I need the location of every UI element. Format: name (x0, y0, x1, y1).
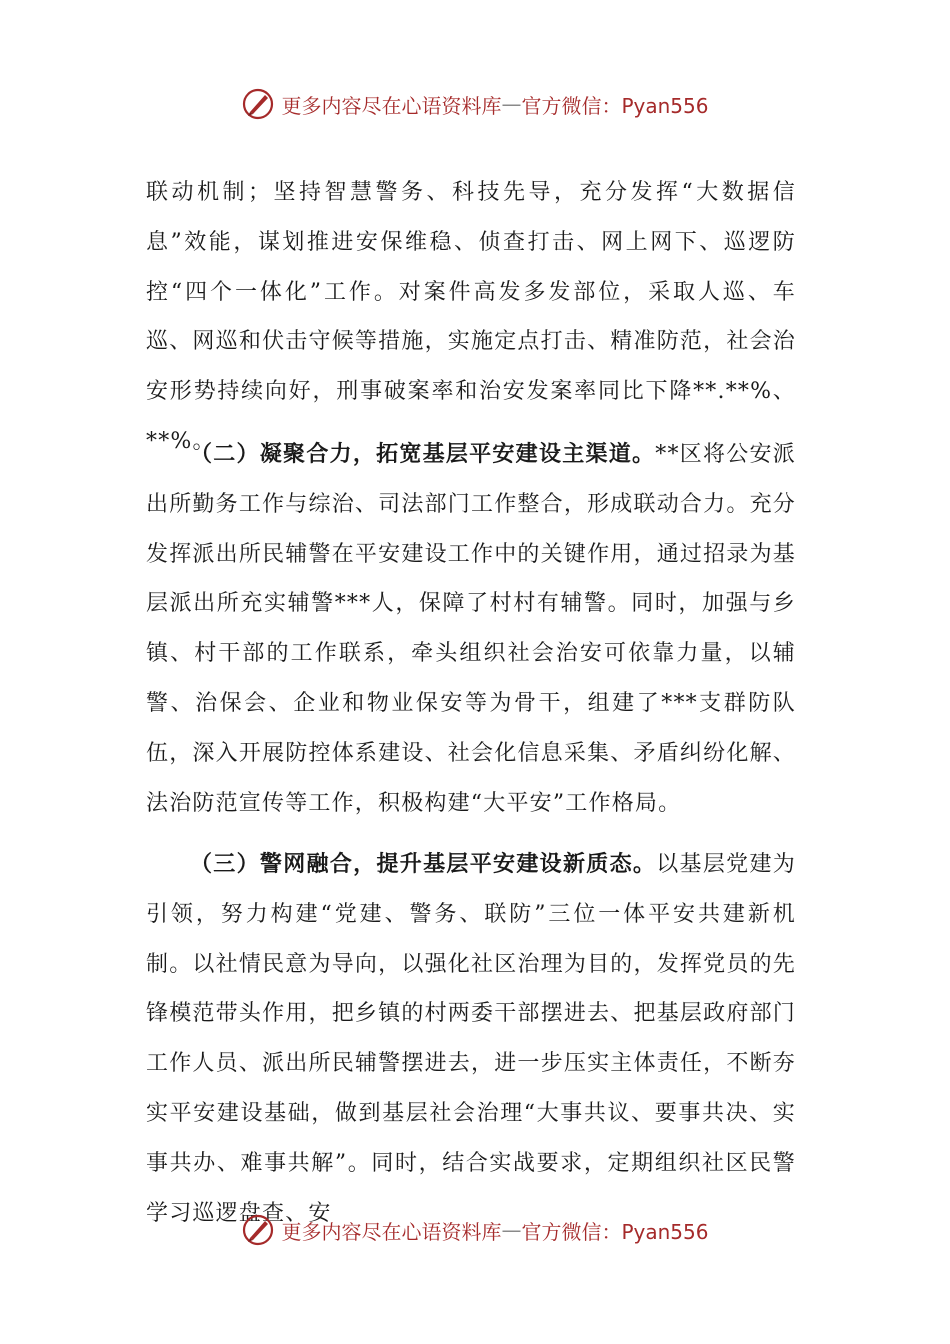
banner-wechat: 官方微信：Pyan556 (521, 1219, 709, 1244)
banner-dash: — (501, 1218, 522, 1242)
paragraph-text: **区将公安派出所勤务工作与综治、司法部门工作整合，形成联动合力。充分发挥派出所民辅警在平安建设工作中的关键作用，通过招录为基层派出所充实辅警***人，保障了村村有辅警。同时，加强与乡镇、村干部的工作联系，牵头组织社会治安可依靠力量，以辅警、治保会、企业和物业保安等为骨干，组建了***支群防队伍，深入开展防控体系建设、社会化信息采集、矛盾纠纷化解、法治防范宣传等工作，积极构建“大平安”工作格局。 (146, 442, 796, 816)
header-banner (0, 82, 950, 126)
banner-wechat: 官方微信：Pyan556 (521, 93, 709, 118)
paragraph-section-2 (146, 430, 796, 828)
paragraph-continuation (146, 168, 796, 467)
banner-text: 更多内容尽在心语资料库 (281, 93, 502, 118)
footer-banner (0, 1208, 950, 1252)
section-heading: （三）警网融合，提升基层平安建设新质态。 (190, 851, 657, 877)
section-heading: （二）凝聚合力，拓宽基层平安建设主渠道。 (190, 441, 656, 467)
banner-text: 更多内容尽在心语资料库 (281, 1219, 502, 1244)
paragraph-section-3 (146, 840, 796, 1238)
paragraph-text: 以基层党建为引领，努力构建“党建、警务、联防”三位一体平安共建新机制。以社情民意为导向，以强化社区治理为目的，发挥党员的先锋模范带头作用，把乡镇的村两委干部摆进去、把基层政府部门工作人员、派出所民辅警摆进去，进一步压实主体责任，不断夯实平安建设基础，做到基层社会治理“大事共议、要事共决、实事共办、难事共解”。同时，结合实战要求，定期组织社区民警学习巡逻盘查、安 (146, 852, 796, 1226)
banner-dash: — (501, 92, 522, 116)
pen-logo-icon (241, 1213, 275, 1247)
pen-logo-icon (241, 87, 275, 121)
paragraph-text: 联动机制；坚持智慧警务、科技先导，充分发挥“大数据信息”效能，谋划推进安保维稳、侦查打击、网上网下、巡逻防控“四个一体化”工作。对案件高发多发部位，采取人巡、车巡、网巡和伏击守候等措施，实施定点打击、精准防范，社会治安形势持续向好，刑事破案率和治安发案率同比下降**.**%、**%。 (146, 180, 796, 454)
